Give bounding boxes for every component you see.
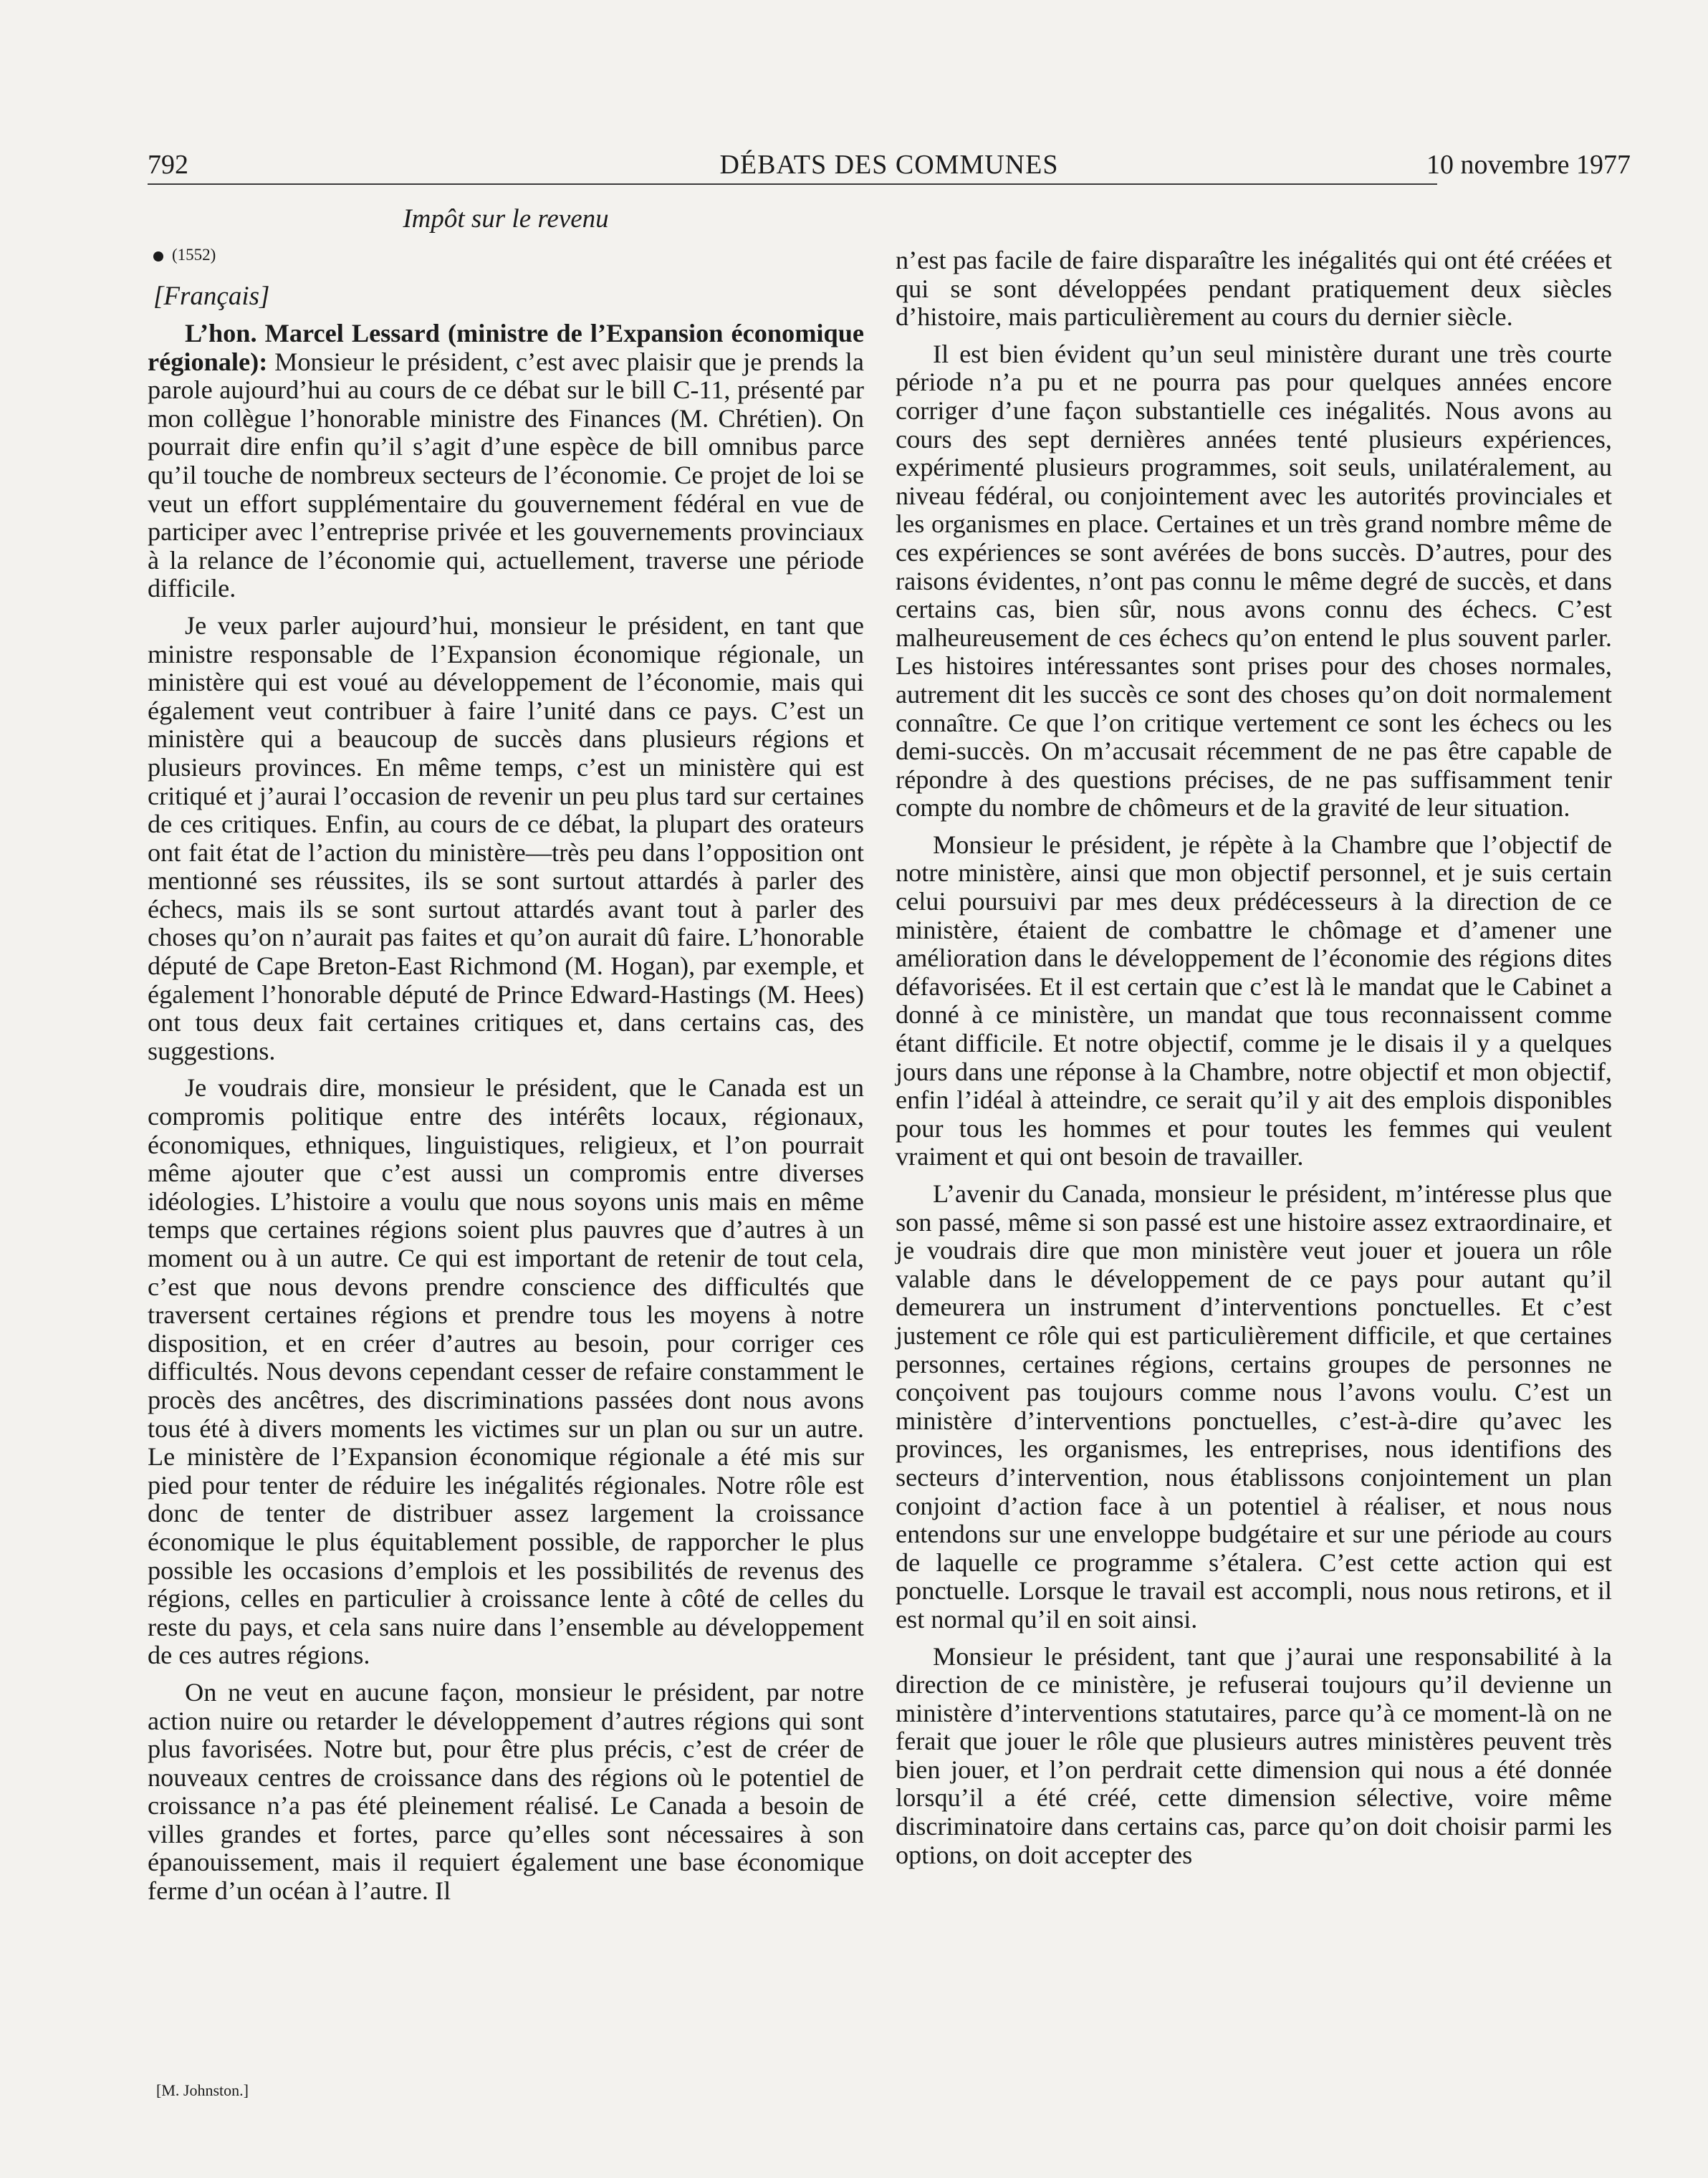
bullet-icon — [153, 251, 163, 262]
language-tag: [Français] — [153, 282, 270, 311]
time-marker-text: (1552) — [172, 246, 216, 264]
paragraph: n’est pas facile de faire disparaître les inégalités qui ont été créées et qui se sont développées pendant pratiquement deux siècles d’histoire, mais particulièrement au cours du dernier siècle. — [896, 246, 1612, 332]
paragraph: On ne veut en aucune façon, monsieur le président, par notre action nuire ou retarder le développement d’autres régions qui sont plus favorisées. Notre but, pour être plus précis, c’est de créer de nouveaux centres de croissance dans des régions où le potentiel de croissance n’a pas été pleinement réalisé. Le Canada a besoin de villes grandes et fortes, parce qu’elles sont nécessaires à son épanouissement, mais il requiert également une base économique ferme d’un océan à l’autre. Il — [148, 1677, 864, 1906]
paragraph: Je veux parler aujourd’hui, monsieur le président, en tant que ministre responsable de l’Expansion économique régionale, un ministère qui est voué au développement de l’économie, mais qui également veut contribuer à faire l’unité dans ce pays. C’est un ministère qui a beaucoup de succès dans plusieurs régions et plusieurs provinces. En même temps, c’est un ministère qui est critiqué et j’aurai l’occasion de revenir un peu plus tard sur certaines de ces critiques. Enfin, au cours de ce débat, la plupart des orateurs ont fait état de l’action du ministère—très peu dans l’opposition ont mentionné ses réussites, ils se sont surtout attardés à parler des échecs, mais ils se sont surtout attardés avant tout à parler des choses qu’on n’aurait pas faites et qu’on aurait dû faire. L’honorable député de Cape Breton-East Richmond (M. Hogan), par exemple, et également l’honorable député de Prince Edward-Hastings (M. Hees) ont tous deux fait certaines critiques et, dans certains cas, des suggestions. — [148, 610, 864, 1065]
paragraph-text: Monsieur le président, c’est avec plaisir que je prends la parole aujourd’hui au cours de ce débat sur le bill C-11, présenté par mon collègue l’honorable ministre des Finances (M. Chrétien). On pourrait dire enfin qu’il s’agit d’une espèce de bill omnibus parce qu’il touche de nombreux secteurs de l’économie. Ce projet de loi se veut un effort supplémentaire du gouvernement fédéral en vue de participer avec l’entreprise privée et les gouvernements provinciaux à la relance de l’économie qui, actuellement, traverse une période difficile. — [148, 347, 864, 603]
time-marker — [153, 246, 216, 264]
header-rule — [148, 183, 1437, 185]
left-column — [148, 320, 864, 1906]
page-date: 10 novembre 1977 — [1426, 150, 1631, 180]
right-column — [896, 246, 1612, 1869]
page-header — [148, 149, 1631, 185]
paragraph: Il est bien évident qu’un seul ministère durant une très courte période n’a pu et ne pourra pas pour quelques années encore corriger d’une façon substantielle ces inégalités. Nous avons au cours des sept dernières années tenté plusieurs expériences, expérimenté plusieurs programmes, soit seuls, unilatéralement, au niveau fédéral, ou conjointement avec les autorités provinciales et les organismes en place. Certaines et un très grand nombre même de ces expériences se sont avérées de bons succès. D’autres, pour des raisons évidentes, n’ont pas connu le même degré de succès, et dans certains cas, bien sûr, nous avons connu des échecs. C’est malheureusement de ces échecs qu’on entend le plus souvent parler. Les histoires intéressantes sont prises pour des choses normales, autrement dit les succès ce sont des choses qu’on doit normalement connaître. Ce que l’on critique vertement ce sont les échecs ou les demi-succès. On m’accusait récemment de ne pas être capable de répondre à des questions précises, de ne pas suffisamment tenir compte du nombre de chômeurs et de la gravité de leur situation. — [896, 339, 1612, 822]
paragraph — [148, 320, 864, 603]
paragraph: Je voudrais dire, monsieur le président, que le Canada est un compromis politique entre des intérêts locaux, régionaux, économiques, ethniques, linguistiques, religieux, et l’on pourrait même ajouter que c’est aussi un compromis entre diverses idéologies. L’histoire a voulu que nous soyons unis mais en même temps que certaines régions soient plus pauvres que d’autres à un moment ou à un autre. Ce qui est important de retenir de tout cela, c’est que nous devons prendre conscience des difficultés que traversent certaines régions et prendre tous les moyens à notre disposition, et en créer d’autres au besoin, pour corriger ces difficultés. Nous devons cependant cesser de refaire constamment le procès des ancêtres, des discriminations passées dont nous avons tous été à divers moments les victimes sur un plan ou sur un autre. Le ministère de l’Expansion économique régionale a été mis sur pied pour tenter de réduire les inégalités régionales. Notre rôle est donc de tenter de distribuer assez largement la croissance économique le plus équitablement possible, de rapporcher le plus possible les occasions d’emplois et les possibilités de revenus des régions, celles en particulier à croissance lente à côté de celles du reste du pays, et cela sans nuire dans l’ensemble au développement de ces autres régions. — [148, 1073, 864, 1670]
footer-speaker-ref: [M. Johnston.] — [156, 2081, 249, 2099]
section-topic: Impôt sur le revenu — [403, 204, 609, 234]
page-number: 792 — [148, 150, 188, 180]
paragraph: L’avenir du Canada, monsieur le président, m’intéresse plus que son passé, même si son passé est une histoire assez extraordinaire, et je voudrais dire que mon ministère veut jouer et jouera un rôle valable dans le développement de ce pays pour autant qu’il demeurera un instrument d’interventions ponctuelles. Et c’est justement ce rôle qui est particulièrement difficile, et que certaines personnes, certaines régions, certains groupes de personnes ne conçoivent pas toujours comme nous l’avons voulu. C’est un ministère d’interventions ponctuelles, c’est-à-dire qu’avec les provinces, les organismes, les entreprises, nous identifions des secteurs d’intervention, nous établissons conjointement un plan conjoint d’action face à un potentiel à réaliser, et nous nous entendons sur une enveloppe budgétaire et sur une période au cours de laquelle ce programme s’étalera. C’est cette action qui est ponctuelle. Lorsque le travail est accompli, nous nous retirons, et il est normal qu’il en soit ainsi. — [896, 1179, 1612, 1634]
publication-title: DÉBATS DES COMMUNES — [719, 150, 1059, 180]
paragraph: Monsieur le président, tant que j’aurai une responsabilité à la direction de ce ministère, je refuserai toujours qu’il devienne un ministère d’interventions statutaires, parce qu’à ce moment-là on ne ferait que jouer le rôle que plusieurs autres ministères peuvent très bien jouer, et l’on perdrait cette dimension qui nous a été donnée lorsqu’il a été créé, cette dimension sélective, voire même discriminatoire dans certains cas, parce qu’on doit choisir parmi les options, on doit accepter des — [896, 1641, 1612, 1869]
speaker-name: L’hon. Marcel Lessard (ministre de l’Expansion économique régionale): — [148, 319, 864, 376]
paragraph: Monsieur le président, je répète à la Chambre que l’objectif de notre ministère, ainsi que mon objectif personnel, et je suis certain celui poursuivi par mes deux prédécesseurs à la direction de ce ministère, étaient de combattre le chômage et d’amener une amélioration dans le développement de l’économie des régions dites défavorisées. Et il est certain que c’est là le mandat que le Cabinet a donné à ce ministère, un mandat que tous reconnaissent comme étant difficile. Et notre objectif, comme je le disais il y a quelques jours dans une réponse à la Chambre, notre objectif et mon objectif, enfin l’idéal à atteindre, ce serait qu’il y ait des emplois disponibles pour tous les hommes et pour toutes les femmes qui veulent vraiment et qui ont besoin de travailler. — [896, 830, 1612, 1171]
